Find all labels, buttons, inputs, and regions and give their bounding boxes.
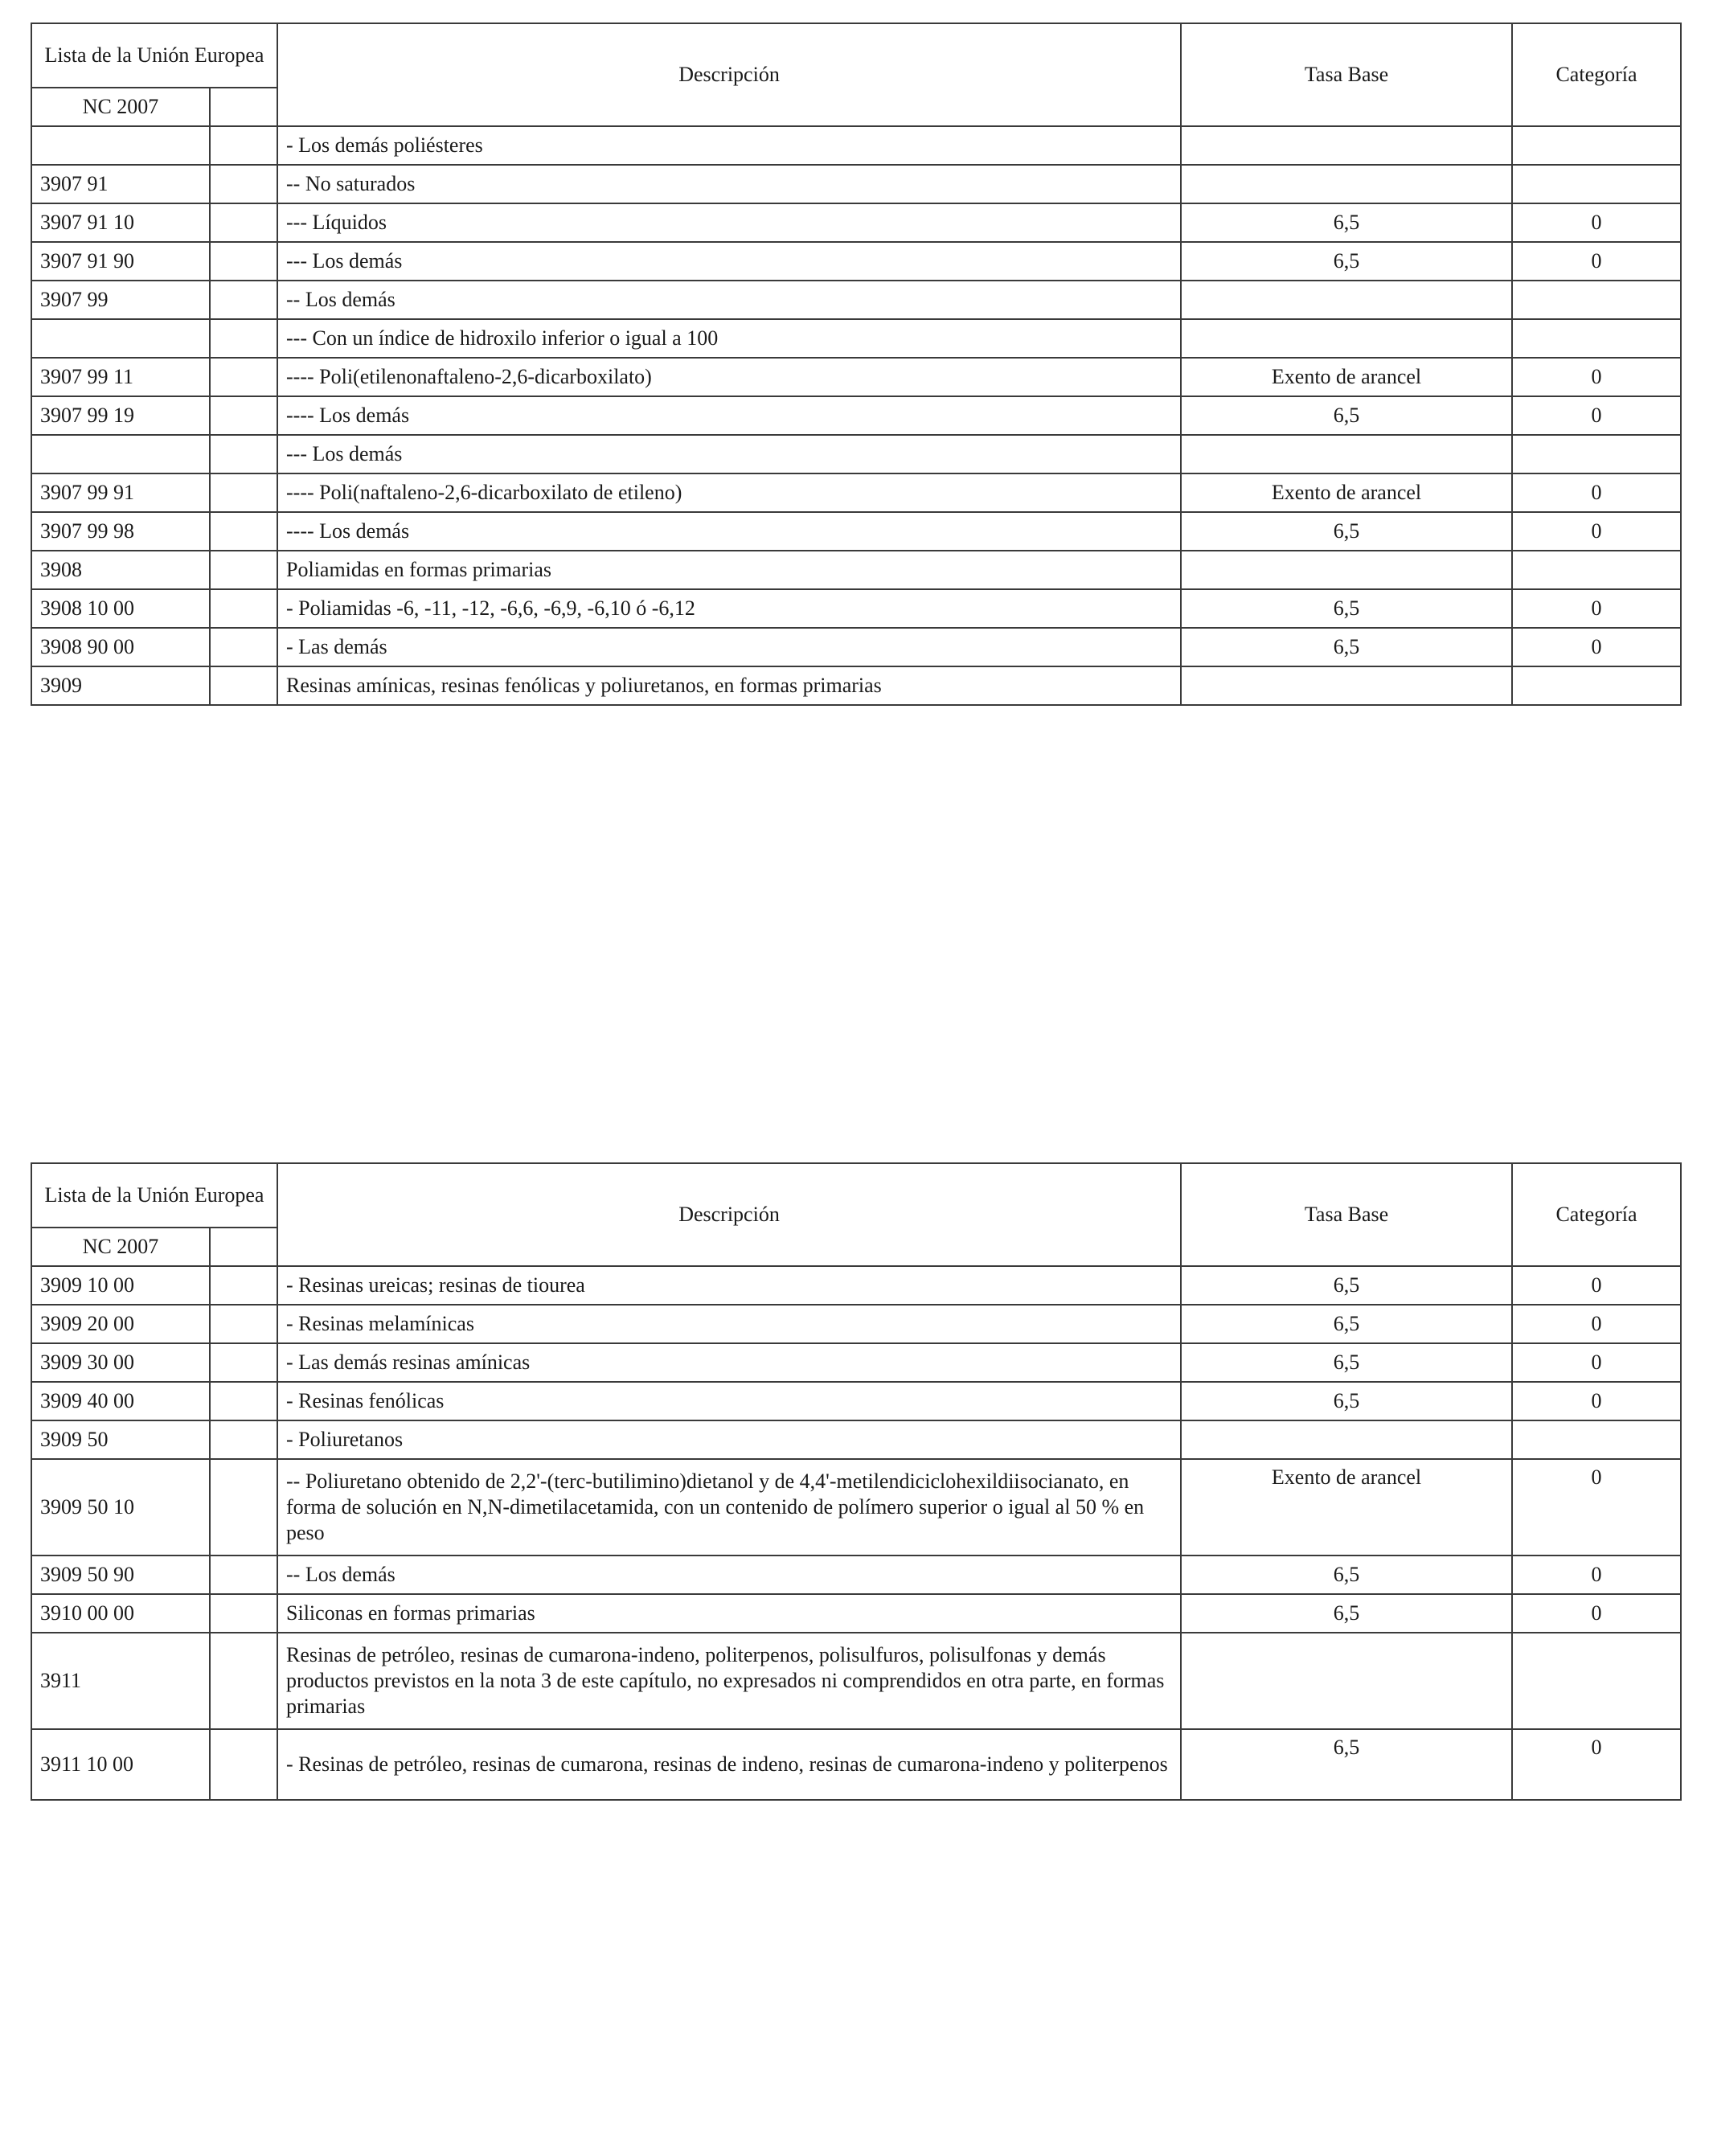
base-rate-cell (1181, 165, 1512, 203)
base-rate-cell: 6,5 (1181, 1305, 1512, 1343)
table-row (31, 358, 1681, 396)
category-cell: 0 (1512, 1556, 1681, 1594)
code-cell: 3909 50 (31, 1420, 210, 1459)
base-rate-cell (1181, 319, 1512, 358)
empty-cell (210, 203, 277, 242)
empty-cell (210, 473, 277, 512)
table-header (31, 1163, 1681, 1266)
code-cell: 3909 10 00 (31, 1266, 210, 1305)
table-row (31, 242, 1681, 281)
base-rate-cell (1181, 1633, 1512, 1729)
code-cell: 3908 90 00 (31, 628, 210, 666)
code-cell: 3907 99 91 (31, 473, 210, 512)
description-cell: - Las demás resinas amínicas (277, 1343, 1181, 1382)
category-cell (1512, 165, 1681, 203)
description-cell: --- Con un índice de hidroxilo inferior o igual a 100 (277, 319, 1181, 358)
code-cell (31, 126, 210, 165)
table-row (31, 1594, 1681, 1633)
base-rate-cell: Exento de arancel (1181, 1459, 1512, 1556)
empty-cell (210, 1382, 277, 1420)
table-row (31, 628, 1681, 666)
empty-cell (210, 396, 277, 435)
empty-cell (210, 319, 277, 358)
code-cell: 3907 91 90 (31, 242, 210, 281)
base-rate-cell (1181, 126, 1512, 165)
category-cell: 0 (1512, 1382, 1681, 1420)
code-cell: 3911 (31, 1633, 210, 1729)
code-cell: 3911 10 00 (31, 1729, 210, 1800)
base-rate-cell: 6,5 (1181, 1556, 1512, 1594)
empty-cell (210, 1594, 277, 1633)
base-rate-cell: 6,5 (1181, 628, 1512, 666)
category-cell: 0 (1512, 358, 1681, 396)
code-cell: 3907 99 19 (31, 396, 210, 435)
category-cell: 0 (1512, 1729, 1681, 1800)
empty-cell (210, 1556, 277, 1594)
base-rate-cell: 6,5 (1181, 1729, 1512, 1800)
description-cell: - Poliuretanos (277, 1420, 1181, 1459)
description-cell: -- Los demás (277, 281, 1181, 319)
empty-cell (210, 628, 277, 666)
table-row (31, 1633, 1681, 1729)
empty-cell (210, 126, 277, 165)
category-cell (1512, 435, 1681, 473)
header-base-rate: Tasa Base (1181, 1163, 1512, 1266)
category-cell: 0 (1512, 203, 1681, 242)
tariff-table-2 (31, 1162, 1682, 1801)
table-row (31, 512, 1681, 551)
empty-cell (210, 281, 277, 319)
header-nc-2007: NC 2007 (31, 88, 210, 126)
table-row (31, 396, 1681, 435)
description-cell: ---- Los demás (277, 512, 1181, 551)
empty-cell (210, 1729, 277, 1800)
base-rate-cell: 6,5 (1181, 396, 1512, 435)
description-cell: - Las demás (277, 628, 1181, 666)
category-cell (1512, 281, 1681, 319)
empty-cell (210, 1459, 277, 1556)
category-cell: 0 (1512, 1343, 1681, 1382)
description-cell: - Resinas de petróleo, resinas de cumarona, resinas de indeno, resinas de cumarona-indeno y politerpenos (277, 1729, 1181, 1800)
base-rate-cell (1181, 435, 1512, 473)
table-row (31, 165, 1681, 203)
description-cell: -- Los demás (277, 1556, 1181, 1594)
empty-cell (210, 358, 277, 396)
empty-cell (210, 165, 277, 203)
base-rate-cell: Exento de arancel (1181, 473, 1512, 512)
table-row (31, 1729, 1681, 1800)
code-cell: 3909 40 00 (31, 1382, 210, 1420)
description-cell: --- Los demás (277, 242, 1181, 281)
description-cell: - Resinas fenólicas (277, 1382, 1181, 1420)
table-row (31, 1459, 1681, 1556)
description-cell: - Resinas ureicas; resinas de tiourea (277, 1266, 1181, 1305)
empty-cell (210, 1420, 277, 1459)
empty-cell (210, 589, 277, 628)
base-rate-cell: Exento de arancel (1181, 358, 1512, 396)
description-cell: Siliconas en formas primarias (277, 1594, 1181, 1633)
base-rate-cell: 6,5 (1181, 589, 1512, 628)
description-cell: - Resinas melamínicas (277, 1305, 1181, 1343)
code-cell: 3907 99 11 (31, 358, 210, 396)
table-row (31, 126, 1681, 165)
table-row (31, 1556, 1681, 1594)
code-cell (31, 319, 210, 358)
base-rate-cell: 6,5 (1181, 1266, 1512, 1305)
description-cell: --- Los demás (277, 435, 1181, 473)
code-cell: 3908 10 00 (31, 589, 210, 628)
table-row (31, 319, 1681, 358)
base-rate-cell: 6,5 (1181, 203, 1512, 242)
header-base-rate: Tasa Base (1181, 23, 1512, 126)
category-cell: 0 (1512, 589, 1681, 628)
header-nc-2007: NC 2007 (31, 1228, 210, 1266)
empty-cell (210, 435, 277, 473)
category-cell: 0 (1512, 512, 1681, 551)
header-category: Categoría (1512, 1163, 1681, 1266)
category-cell (1512, 666, 1681, 705)
empty-cell (210, 666, 277, 705)
description-cell: ---- Poli(etilenonaftaleno-2,6-dicarboxilato) (277, 358, 1181, 396)
base-rate-cell (1181, 666, 1512, 705)
header-eu-list: Lista de la Unión Europea (31, 23, 277, 88)
description-cell: Resinas amínicas, resinas fenólicas y poliuretanos, en formas primarias (277, 666, 1181, 705)
category-cell: 0 (1512, 1459, 1681, 1556)
table-body (31, 126, 1681, 705)
header-description: Descripción (277, 23, 1181, 126)
tariff-table-1 (31, 23, 1682, 706)
empty-cell (210, 1343, 277, 1382)
empty-cell (210, 1266, 277, 1305)
empty-cell (210, 551, 277, 589)
code-cell: 3908 (31, 551, 210, 589)
description-cell: --- Líquidos (277, 203, 1181, 242)
code-cell: 3909 50 10 (31, 1459, 210, 1556)
header-eu-list: Lista de la Unión Europea (31, 1163, 277, 1228)
code-cell: 3907 91 (31, 165, 210, 203)
category-cell (1512, 551, 1681, 589)
category-cell (1512, 1633, 1681, 1729)
table-row (31, 1382, 1681, 1420)
category-cell (1512, 319, 1681, 358)
category-cell: 0 (1512, 396, 1681, 435)
category-cell: 0 (1512, 1305, 1681, 1343)
base-rate-cell: 6,5 (1181, 1594, 1512, 1633)
description-cell: Resinas de petróleo, resinas de cumarona-indeno, politerpenos, polisulfuros, polisulfonas y demás productos previstos en la nota 3 de este capítulo, no expresados ni comprendidos en otra parte, en formas primarias (277, 1633, 1181, 1729)
code-cell: 3909 30 00 (31, 1343, 210, 1382)
table-body (31, 1266, 1681, 1800)
code-cell: 3909 20 00 (31, 1305, 210, 1343)
table-row (31, 203, 1681, 242)
code-cell: 3907 99 98 (31, 512, 210, 551)
table-row (31, 1343, 1681, 1382)
base-rate-cell: 6,5 (1181, 242, 1512, 281)
empty-cell (210, 1305, 277, 1343)
table-row (31, 1305, 1681, 1343)
base-rate-cell: 6,5 (1181, 1382, 1512, 1420)
table-row (31, 435, 1681, 473)
base-rate-cell (1181, 281, 1512, 319)
code-cell (31, 435, 210, 473)
empty-cell (210, 1633, 277, 1729)
table-row (31, 473, 1681, 512)
category-cell: 0 (1512, 628, 1681, 666)
header-category: Categoría (1512, 23, 1681, 126)
description-cell: -- No saturados (277, 165, 1181, 203)
header-description: Descripción (277, 1163, 1181, 1266)
base-rate-cell (1181, 551, 1512, 589)
description-cell: ---- Poli(naftaleno-2,6-dicarboxilato de etileno) (277, 473, 1181, 512)
description-cell: Poliamidas en formas primarias (277, 551, 1181, 589)
description-cell: ---- Los demás (277, 396, 1181, 435)
category-cell (1512, 1420, 1681, 1459)
category-cell: 0 (1512, 473, 1681, 512)
category-cell: 0 (1512, 1266, 1681, 1305)
description-cell: - Los demás poliésteres (277, 126, 1181, 165)
header-empty-cell (210, 1228, 277, 1266)
code-cell: 3909 50 90 (31, 1556, 210, 1594)
base-rate-cell (1181, 1420, 1512, 1459)
category-cell: 0 (1512, 242, 1681, 281)
table-row (31, 281, 1681, 319)
description-cell: -- Poliuretano obtenido de 2,2'-(terc-butilimino)dietanol y de 4,4'-metilendiciclohexildiisocianato, en forma de solución en N,N-dimetilacetamida, con un contenido de polímero superior o igual al 50 % en peso (277, 1459, 1181, 1556)
table-row (31, 666, 1681, 705)
base-rate-cell: 6,5 (1181, 1343, 1512, 1382)
table-header (31, 23, 1681, 126)
category-cell: 0 (1512, 1594, 1681, 1633)
header-empty-cell (210, 88, 277, 126)
empty-cell (210, 512, 277, 551)
table-row (31, 1420, 1681, 1459)
code-cell: 3909 (31, 666, 210, 705)
description-cell: - Poliamidas -6, -11, -12, -6,6, -6,9, -6,10 ó -6,12 (277, 589, 1181, 628)
code-cell: 3910 00 00 (31, 1594, 210, 1633)
base-rate-cell: 6,5 (1181, 512, 1512, 551)
table-row (31, 551, 1681, 589)
table-row (31, 1266, 1681, 1305)
code-cell: 3907 99 (31, 281, 210, 319)
table-row (31, 589, 1681, 628)
code-cell: 3907 91 10 (31, 203, 210, 242)
empty-cell (210, 242, 277, 281)
category-cell (1512, 126, 1681, 165)
